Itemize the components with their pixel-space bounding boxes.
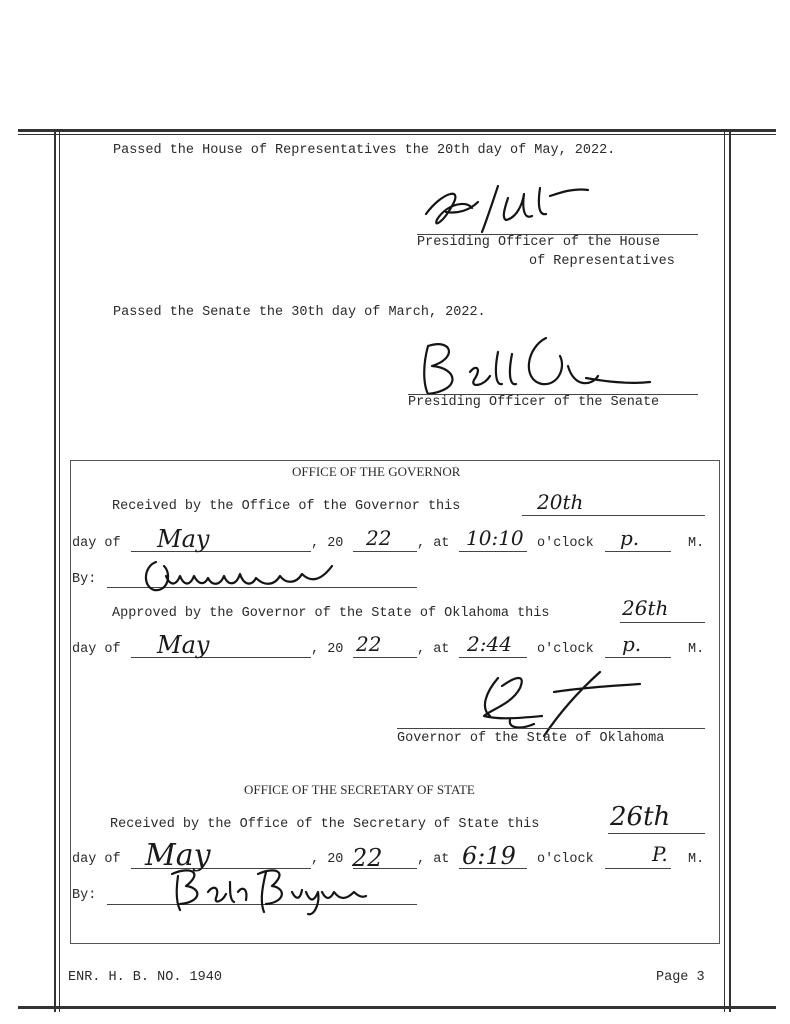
comma-20-label-secretary: , 20 — [311, 852, 344, 867]
right-border-line — [729, 132, 731, 1012]
governor-approved-month-value: May — [157, 631, 210, 659]
by-label: By: — [72, 572, 97, 587]
comma-20-label-approved: , 20 — [311, 642, 344, 657]
governor-approved-time-value: 2:44 — [467, 632, 512, 656]
governor-signature-label: Governor of the State of Oklahoma — [397, 731, 665, 746]
left-border-line — [54, 132, 56, 1012]
governor-approved-text: Approved by the Governor of the State of Oklahoma this — [112, 606, 550, 621]
governor-received-ampm-line — [605, 551, 671, 552]
secretary-received-text: Received by the Office of the Secretary of State this — [110, 817, 540, 832]
senate-passed-text: Passed the Senate the 30th day of March, 2022. — [113, 305, 486, 320]
day-of-label-secretary: day of — [72, 852, 121, 867]
governor-approved-day-line — [620, 622, 705, 623]
house-passed-text: Passed the House of Representatives the 20th day of May, 2022. — [113, 143, 616, 158]
governor-approved-ampm-value: p. — [622, 632, 642, 656]
governor-received-month-value: May — [157, 525, 210, 553]
house-officer-label-line1: Presiding Officer of the House — [417, 235, 661, 250]
secretary-received-day-line — [608, 833, 705, 834]
governor-received-time-line — [459, 551, 527, 552]
governor-signature-line — [397, 728, 705, 729]
secretary-office-heading: OFFICE OF THE SECRETARY OF STATE — [244, 782, 475, 797]
secretary-office-receiver-signature — [168, 862, 368, 918]
secretary-received-ampm-value: P. — [652, 842, 668, 866]
left-border-line-inner — [59, 132, 60, 1012]
bottom-border-line — [18, 1006, 776, 1009]
governor-received-day-value: 20th — [537, 490, 584, 514]
day-of-label: day of — [72, 536, 121, 551]
m-label: M. — [688, 536, 705, 551]
secretary-received-time-value: 6:19 — [462, 842, 516, 870]
governor-approved-year-line — [353, 657, 417, 658]
house-presiding-officer-signature — [412, 178, 592, 238]
m-label-secretary: M. — [688, 852, 705, 867]
governor-approved-year-value: 22 — [356, 632, 382, 656]
bill-number: ENR. H. B. NO. 1940 — [68, 970, 222, 985]
oclock-label-secretary: o'clock — [537, 852, 594, 867]
senate-officer-label: Presiding Officer of the Senate — [408, 395, 660, 410]
comma-at-label: , at — [417, 536, 450, 551]
governor-approved-time-line — [459, 657, 527, 658]
governor-received-ampm-value: p. — [620, 526, 640, 550]
governor-received-text: Received by the Office of the Governor this — [112, 499, 461, 514]
top-border-line — [18, 129, 776, 132]
oclock-label-approved: o'clock — [537, 642, 594, 657]
right-border-line-inner — [724, 132, 725, 1012]
comma-at-label-secretary: , at — [417, 852, 450, 867]
governor-received-year-line — [353, 551, 417, 552]
m-label-approved: M. — [688, 642, 705, 657]
by-label-secretary: By: — [72, 888, 97, 903]
secretary-received-ampm-line — [605, 868, 671, 869]
senate-presiding-officer-signature — [418, 328, 658, 400]
governor-received-year-value: 22 — [366, 526, 392, 550]
top-border-line-thin — [18, 134, 776, 135]
governor-office-heading: OFFICE OF THE GOVERNOR — [292, 464, 461, 479]
secretary-received-year-value: 22 — [352, 844, 383, 872]
oclock-label: o'clock — [537, 536, 594, 551]
governor-office-receiver-signature — [140, 556, 340, 596]
house-officer-label-line2: of Representatives — [529, 254, 675, 269]
governor-approved-day-value: 26th — [622, 596, 669, 620]
secretary-received-month-value: May — [145, 838, 211, 873]
governor-received-day-line — [522, 515, 705, 516]
secretary-received-day-value: 26th — [610, 802, 671, 832]
comma-at-label-approved: , at — [417, 642, 450, 657]
comma-20-label: , 20 — [311, 536, 344, 551]
governor-approved-ampm-line — [605, 657, 671, 658]
governor-received-time-value: 10:10 — [466, 526, 524, 550]
page-number: Page 3 — [656, 970, 705, 985]
day-of-label-approved: day of — [72, 642, 121, 657]
